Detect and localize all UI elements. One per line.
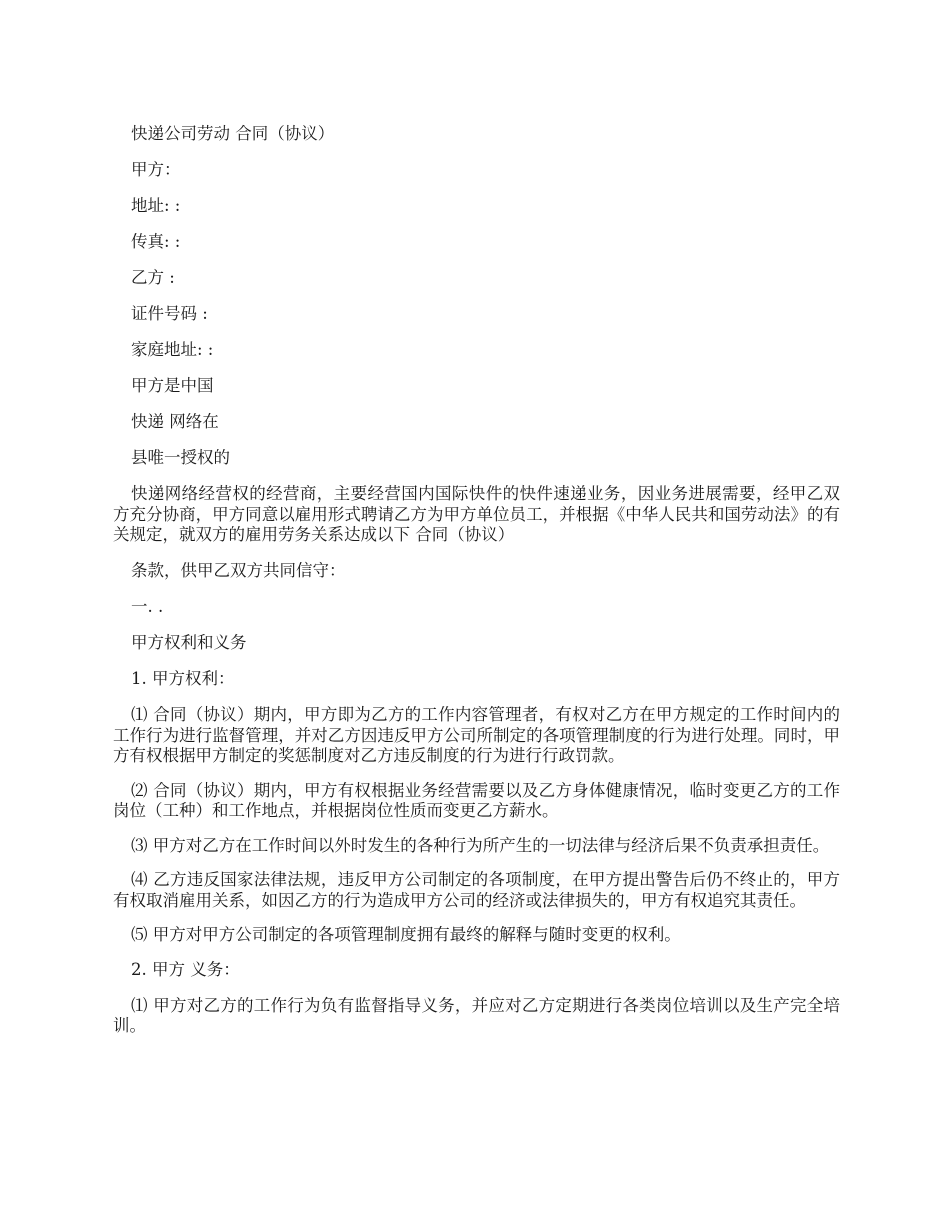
- rights-heading: 1. 甲方权利：: [131, 669, 235, 688]
- intro-paragraph: 快递网络经营权的经营商，主要经营国内国际快件的快件速递业务，因业务进展需要，经甲乙双方充分协商，甲方同意以雇用形式聘请乙方为甲方单位员工，并根据《中华人民共和国劳动法》的有关规定，就双方的雇用劳务关系达成以下 合同（协议）: [113, 484, 840, 544]
- home-address-label: 家庭地址: :: [131, 340, 214, 359]
- intro-line: 快递 网络在: [131, 412, 219, 431]
- duties-heading: 2. 甲方 义务：: [131, 959, 240, 979]
- terms-line: 条款，供甲乙双方共同信守：: [131, 561, 346, 580]
- duties-item: ⑴ 甲方对乙方的工作行为负有监督指导义务，并应对乙方定期进行各类岗位培训以及生产完全培训。: [113, 995, 840, 1035]
- document-body: [113, 124, 840, 1051]
- address-label: 地址: :: [131, 196, 181, 215]
- rights-item: ⑶ 甲方对乙方在工作时间以外时发生的各种行为所产生的一切法律与经济后果不负责承担责任。: [131, 835, 830, 855]
- id-number-label: 证件号码 :: [131, 304, 208, 323]
- intro-line: 县唯一授权的: [131, 448, 230, 467]
- party-b-label: 乙方 :: [131, 268, 175, 287]
- intro-line: 甲方是中国: [131, 376, 214, 395]
- document-title: 快递公司劳动 合同（协议）: [131, 124, 335, 143]
- rights-item: ⑴ 合同（协议）期内，甲方即为乙方的工作内容管理者，有权对乙方在甲方规定的工作时间内的工作行为进行监督管理，并对乙方因违反甲方公司所制定的各项管理制度的行为进行处理。同时，甲方有权根据甲方制定的奖惩制度对乙方违反制度的行为进行行政罚款。: [113, 705, 840, 765]
- fax-label: 传真: :: [131, 232, 181, 251]
- rights-item: ⑵ 合同（协议）期内，甲方有权根据业务经营需要以及乙方身体健康情况，临时变更乙方的工作岗位（工种）和工作地点，并根据岗位性质而变更乙方薪水。: [113, 780, 840, 820]
- rights-item: ⑷ 乙方违反国家法律法规，违反甲方公司制定的各项制度，在甲方提出警告后仍不终止的，甲方有权取消雇用关系，如因乙方的行为造成甲方公司的经济或法律损失的，甲方有权追究其责任。: [113, 870, 840, 910]
- party-a-label: 甲方：: [131, 160, 181, 179]
- rights-item: ⑸ 甲方对甲方公司制定的各项管理制度拥有最终的解释与随时变更的权利。: [131, 925, 681, 944]
- section-number: 一. .: [131, 597, 164, 616]
- section-title: 甲方权利和义务: [131, 633, 247, 652]
